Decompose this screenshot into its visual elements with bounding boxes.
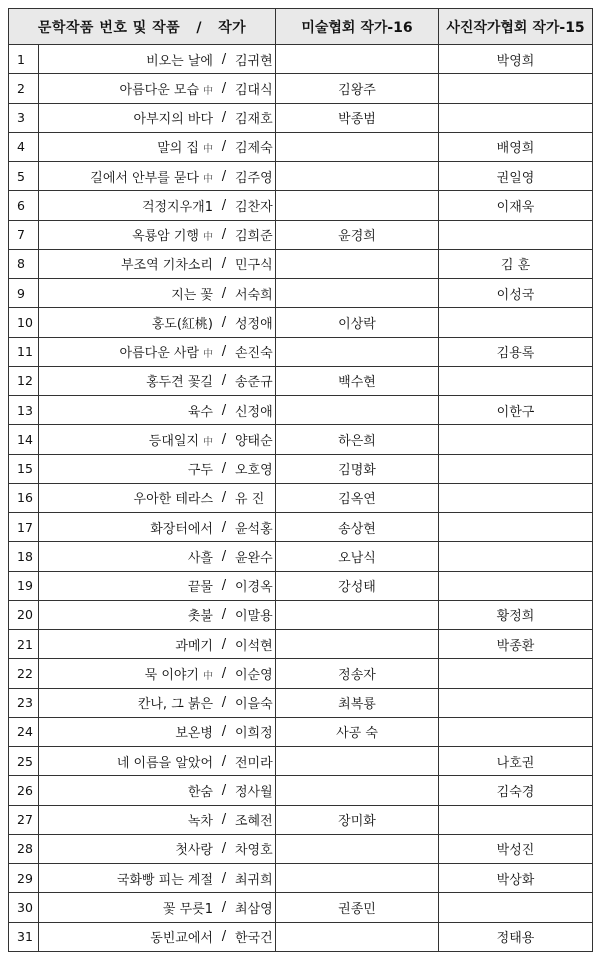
table-row	[9, 337, 593, 366]
art-artist	[276, 747, 439, 776]
table-row	[9, 864, 593, 893]
table-row	[9, 571, 593, 600]
work-title	[39, 839, 213, 858]
table-row	[9, 630, 593, 659]
work-title-text: 촛불	[187, 609, 213, 625]
work-title	[39, 313, 213, 332]
art-artist: 김옥연	[276, 483, 439, 512]
work-title-text: 동빈교에서	[150, 931, 213, 947]
work-author-separator: /	[221, 285, 227, 301]
work-title	[39, 459, 213, 478]
photo-artist: 권일영	[439, 162, 593, 191]
row-number: 29	[9, 864, 39, 893]
work-title-text: 첫사랑	[175, 843, 213, 859]
work-cell	[39, 454, 276, 483]
art-artist: 강성태	[276, 571, 439, 600]
work-title-text: 꽃 무릇1	[162, 901, 213, 917]
work-author-separator: /	[221, 80, 227, 96]
work-author-separator: /	[221, 197, 227, 213]
work-title	[39, 605, 213, 624]
work-author-separator: /	[221, 753, 227, 769]
photo-artist	[439, 103, 593, 132]
photo-artist	[439, 688, 593, 717]
work-author: 최귀희	[235, 872, 273, 888]
work-title-text: 아름다운 사람	[119, 346, 199, 362]
table-row	[9, 747, 593, 776]
work-cell	[39, 864, 276, 893]
photo-artist	[439, 542, 593, 571]
work-title	[39, 810, 213, 829]
work-author-separator: /	[221, 168, 227, 184]
work-author: 민구식	[235, 258, 273, 274]
table-header-row	[9, 9, 593, 45]
table-row	[9, 688, 593, 717]
table-row	[9, 776, 593, 805]
photo-artist: 이성국	[439, 279, 593, 308]
table-row	[9, 893, 593, 922]
work-title	[39, 869, 213, 888]
work-cell	[39, 659, 276, 688]
header-work-label: 문학작품 번호 및 작품	[37, 19, 181, 36]
table-row	[9, 45, 593, 74]
art-artist: 송상현	[276, 513, 439, 542]
art-artist	[276, 162, 439, 191]
work-cell	[39, 776, 276, 805]
photo-artist	[439, 717, 593, 746]
work-title	[39, 576, 213, 595]
work-author: 김제숙	[235, 141, 273, 157]
work-excerpt-mark: 中	[203, 436, 213, 448]
photo-artist	[439, 513, 593, 542]
work-author: 김재호	[235, 112, 273, 128]
table-row	[9, 279, 593, 308]
work-title	[39, 401, 213, 420]
table-body	[9, 45, 593, 952]
table-row	[9, 74, 593, 103]
work-cell	[39, 922, 276, 951]
work-title-text: 묵 이야기	[144, 667, 199, 683]
header-art-association: 미술협회 작가-16	[276, 9, 439, 45]
art-artist	[276, 600, 439, 629]
art-artist	[276, 396, 439, 425]
photo-artist: 박성진	[439, 834, 593, 863]
work-title	[39, 518, 213, 537]
work-cell	[39, 162, 276, 191]
work-author: 이희정	[235, 726, 273, 742]
row-number: 31	[9, 922, 39, 951]
table-row	[9, 542, 593, 571]
row-number: 1	[9, 45, 39, 74]
work-author: 김대식	[235, 82, 273, 98]
work-excerpt-mark: 中	[203, 349, 213, 361]
work-author: 오호영	[235, 463, 273, 479]
table-row	[9, 396, 593, 425]
photo-artist	[439, 366, 593, 395]
work-author: 김희준	[235, 229, 273, 245]
work-cell	[39, 571, 276, 600]
work-title-text: 우아한 테라스	[133, 492, 213, 508]
work-author: 김찬자	[235, 199, 273, 215]
photo-artist	[439, 659, 593, 688]
work-title-text: 홍도(紅桃)	[151, 316, 213, 332]
work-cell	[39, 366, 276, 395]
work-excerpt-mark: 中	[203, 144, 213, 156]
work-title-text: 아름다운 모습	[119, 82, 199, 98]
art-artist	[276, 132, 439, 161]
photo-artist: 박상화	[439, 864, 593, 893]
artist-table-container	[8, 8, 592, 952]
work-cell	[39, 513, 276, 542]
art-artist	[276, 249, 439, 278]
table-row	[9, 425, 593, 454]
work-title-text: 말의 집	[157, 141, 199, 157]
art-artist	[276, 279, 439, 308]
work-title	[39, 284, 213, 303]
photo-artist	[439, 454, 593, 483]
work-cell	[39, 220, 276, 249]
art-artist	[276, 776, 439, 805]
work-title-text: 길에서 안부를 묻다	[90, 170, 199, 186]
row-number: 14	[9, 425, 39, 454]
work-title	[39, 167, 213, 186]
photo-artist	[439, 483, 593, 512]
header-photo-association: 사진작가협회 작가-15	[439, 9, 593, 45]
art-artist: 김명화	[276, 454, 439, 483]
work-title-text: 지는 꽃	[171, 287, 213, 303]
row-number: 22	[9, 659, 39, 688]
row-number: 19	[9, 571, 39, 600]
work-author-separator: /	[221, 695, 227, 711]
art-artist	[276, 864, 439, 893]
photo-artist: 이재욱	[439, 191, 593, 220]
work-cell	[39, 600, 276, 629]
table-row	[9, 922, 593, 951]
row-number: 4	[9, 132, 39, 161]
work-cell	[39, 893, 276, 922]
art-artist: 이상락	[276, 308, 439, 337]
photo-artist: 배영희	[439, 132, 593, 161]
row-number: 17	[9, 513, 39, 542]
work-author-separator: /	[221, 402, 227, 418]
work-author: 송준규	[235, 375, 273, 391]
table-row	[9, 600, 593, 629]
artist-table	[8, 8, 593, 952]
work-author: 차영호	[235, 843, 273, 859]
table-row	[9, 659, 593, 688]
row-number: 11	[9, 337, 39, 366]
work-title	[39, 898, 213, 917]
photo-artist: 이한구	[439, 396, 593, 425]
work-author-separator: /	[221, 314, 227, 330]
work-author: 정사월	[235, 784, 273, 800]
work-cell	[39, 630, 276, 659]
work-author-separator: /	[221, 256, 227, 272]
row-number: 15	[9, 454, 39, 483]
work-title	[39, 50, 213, 69]
art-artist: 정송자	[276, 659, 439, 688]
work-title-text: 네 이름을 알았어	[116, 755, 213, 771]
table-row	[9, 191, 593, 220]
work-author: 이순영	[235, 667, 273, 683]
work-excerpt-mark: 中	[203, 670, 213, 682]
work-title	[39, 693, 213, 712]
row-number: 5	[9, 162, 39, 191]
work-author-separator: /	[221, 782, 227, 798]
work-title	[39, 342, 213, 361]
work-title	[39, 371, 213, 390]
work-author: 양태순	[235, 433, 273, 449]
work-cell	[39, 132, 276, 161]
work-excerpt-mark: 中	[203, 232, 213, 244]
row-number: 10	[9, 308, 39, 337]
header-author-label: 작가	[218, 19, 247, 36]
row-number: 6	[9, 191, 39, 220]
work-author-separator: /	[221, 139, 227, 155]
work-title-text: 육수	[187, 404, 213, 420]
work-author: 윤석홍	[235, 521, 273, 537]
table-row	[9, 103, 593, 132]
work-cell	[39, 542, 276, 571]
photo-artist: 황정희	[439, 600, 593, 629]
work-title-text: 보온병	[175, 726, 213, 742]
row-number: 30	[9, 893, 39, 922]
work-title	[39, 635, 213, 654]
work-author-separator: /	[221, 548, 227, 564]
work-cell	[39, 483, 276, 512]
work-title-text: 구두	[187, 463, 213, 479]
art-artist: 장미화	[276, 805, 439, 834]
work-author-separator: /	[221, 227, 227, 243]
photo-artist: 김용록	[439, 337, 593, 366]
work-cell	[39, 279, 276, 308]
work-author-separator: /	[221, 665, 227, 681]
photo-artist	[439, 220, 593, 249]
work-author-separator: /	[221, 461, 227, 477]
photo-artist	[439, 74, 593, 103]
work-excerpt-mark: 中	[203, 85, 213, 97]
row-number: 24	[9, 717, 39, 746]
art-artist	[276, 191, 439, 220]
work-title	[39, 196, 213, 215]
row-number: 9	[9, 279, 39, 308]
work-author-separator: /	[221, 870, 227, 886]
work-title	[39, 752, 213, 771]
art-artist	[276, 834, 439, 863]
row-number: 27	[9, 805, 39, 834]
work-title	[39, 664, 213, 683]
row-number: 2	[9, 74, 39, 103]
photo-artist: 박영희	[439, 45, 593, 74]
work-author: 서숙희	[235, 287, 273, 303]
work-author: 최삼영	[235, 901, 273, 917]
row-number: 7	[9, 220, 39, 249]
work-author-separator: /	[221, 724, 227, 740]
work-cell	[39, 747, 276, 776]
work-cell	[39, 249, 276, 278]
photo-artist	[439, 805, 593, 834]
table-row	[9, 717, 593, 746]
work-title	[39, 430, 213, 449]
row-number: 16	[9, 483, 39, 512]
work-cell	[39, 688, 276, 717]
work-cell	[39, 717, 276, 746]
work-author-separator: /	[221, 373, 227, 389]
row-number: 13	[9, 396, 39, 425]
work-title-text: 과메기	[175, 638, 213, 654]
header-slash: /	[196, 19, 202, 36]
work-author-separator: /	[221, 431, 227, 447]
work-author: 한국건	[235, 931, 273, 947]
row-number: 28	[9, 834, 39, 863]
table-row	[9, 454, 593, 483]
work-author: 김귀현	[235, 53, 273, 69]
work-title	[39, 108, 213, 127]
work-excerpt-mark: 中	[203, 173, 213, 185]
work-title-text: 끝물	[187, 580, 213, 596]
art-artist: 백수현	[276, 366, 439, 395]
work-author-separator: /	[221, 899, 227, 915]
work-title-text: 옥룡암 기행	[132, 229, 199, 245]
photo-artist: 정태용	[439, 922, 593, 951]
work-title	[39, 927, 213, 946]
table-row	[9, 366, 593, 395]
work-cell	[39, 74, 276, 103]
row-number: 20	[9, 600, 39, 629]
work-title	[39, 225, 213, 244]
art-artist: 하은희	[276, 425, 439, 454]
table-row	[9, 220, 593, 249]
work-author-separator: /	[221, 519, 227, 535]
work-cell	[39, 45, 276, 74]
work-cell	[39, 337, 276, 366]
photo-artist: 김숙경	[439, 776, 593, 805]
row-number: 25	[9, 747, 39, 776]
art-artist: 권종민	[276, 893, 439, 922]
work-author: 신정애	[235, 404, 273, 420]
art-artist	[276, 45, 439, 74]
work-title	[39, 488, 213, 507]
work-cell	[39, 834, 276, 863]
work-title-text: 사흘	[187, 550, 213, 566]
work-title-text: 한숨	[187, 784, 213, 800]
work-title	[39, 722, 213, 741]
photo-artist	[439, 893, 593, 922]
work-title-text: 칸나, 그 붉은	[137, 697, 213, 713]
photo-artist: 김 훈	[439, 249, 593, 278]
work-author-separator: /	[221, 929, 227, 945]
table-row	[9, 249, 593, 278]
work-author: 이을숙	[235, 697, 273, 713]
row-number: 8	[9, 249, 39, 278]
table-row	[9, 513, 593, 542]
row-number: 3	[9, 103, 39, 132]
work-author: 성정애	[235, 316, 273, 332]
work-title-text: 아부지의 바다	[133, 112, 213, 128]
art-artist	[276, 337, 439, 366]
work-title-text: 등대일지	[148, 433, 199, 449]
work-cell	[39, 308, 276, 337]
photo-artist	[439, 425, 593, 454]
work-author: 김주영	[235, 170, 273, 186]
photo-artist	[439, 308, 593, 337]
work-author-separator: /	[221, 812, 227, 828]
work-title-text: 걱정지우개1	[141, 199, 213, 215]
art-artist: 오남식	[276, 542, 439, 571]
table-row	[9, 483, 593, 512]
photo-artist: 박종환	[439, 630, 593, 659]
work-cell	[39, 191, 276, 220]
table-row	[9, 132, 593, 161]
art-artist: 김왕주	[276, 74, 439, 103]
art-artist	[276, 630, 439, 659]
row-number: 23	[9, 688, 39, 717]
art-artist	[276, 922, 439, 951]
work-cell	[39, 396, 276, 425]
table-row	[9, 162, 593, 191]
work-author-separator: /	[221, 344, 227, 360]
work-author: 조혜전	[235, 814, 273, 830]
work-author-separator: /	[221, 110, 227, 126]
work-title	[39, 79, 213, 98]
art-artist: 최복룡	[276, 688, 439, 717]
work-title-text: 국화빵 피는 계절	[116, 872, 213, 888]
header-work-author	[9, 9, 276, 45]
art-artist: 박종범	[276, 103, 439, 132]
row-number: 26	[9, 776, 39, 805]
work-title	[39, 254, 213, 273]
table-row	[9, 805, 593, 834]
work-title-text: 화장터에서	[150, 521, 213, 537]
work-cell	[39, 425, 276, 454]
row-number: 21	[9, 630, 39, 659]
work-title-text: 부조역 기차소리	[120, 258, 213, 274]
photo-artist: 나호권	[439, 747, 593, 776]
work-title-text: 녹차	[187, 814, 213, 830]
art-artist: 윤경희	[276, 220, 439, 249]
work-title	[39, 547, 213, 566]
work-title	[39, 781, 213, 800]
work-author-separator: /	[221, 490, 227, 506]
work-author: 이말용	[235, 609, 273, 625]
work-author-separator: /	[221, 636, 227, 652]
work-author: 손진숙	[235, 346, 273, 362]
work-title-text: 비오는 날에	[146, 53, 213, 69]
row-number: 12	[9, 366, 39, 395]
work-cell	[39, 103, 276, 132]
art-artist: 사공 숙	[276, 717, 439, 746]
work-author-separator: /	[221, 578, 227, 594]
row-number: 18	[9, 542, 39, 571]
work-cell	[39, 805, 276, 834]
table-row	[9, 834, 593, 863]
work-author: 윤완수	[235, 550, 273, 566]
work-author: 유 진	[235, 492, 265, 508]
work-title	[39, 137, 213, 156]
work-author-separator: /	[221, 841, 227, 857]
work-author: 전미라	[235, 755, 273, 771]
work-author-separator: /	[221, 51, 227, 67]
table-row	[9, 308, 593, 337]
work-title-text: 홍두견 꽃길	[146, 375, 213, 391]
photo-artist	[439, 571, 593, 600]
work-author-separator: /	[221, 607, 227, 623]
work-author: 이석현	[235, 638, 273, 654]
work-author: 이경옥	[235, 580, 273, 596]
